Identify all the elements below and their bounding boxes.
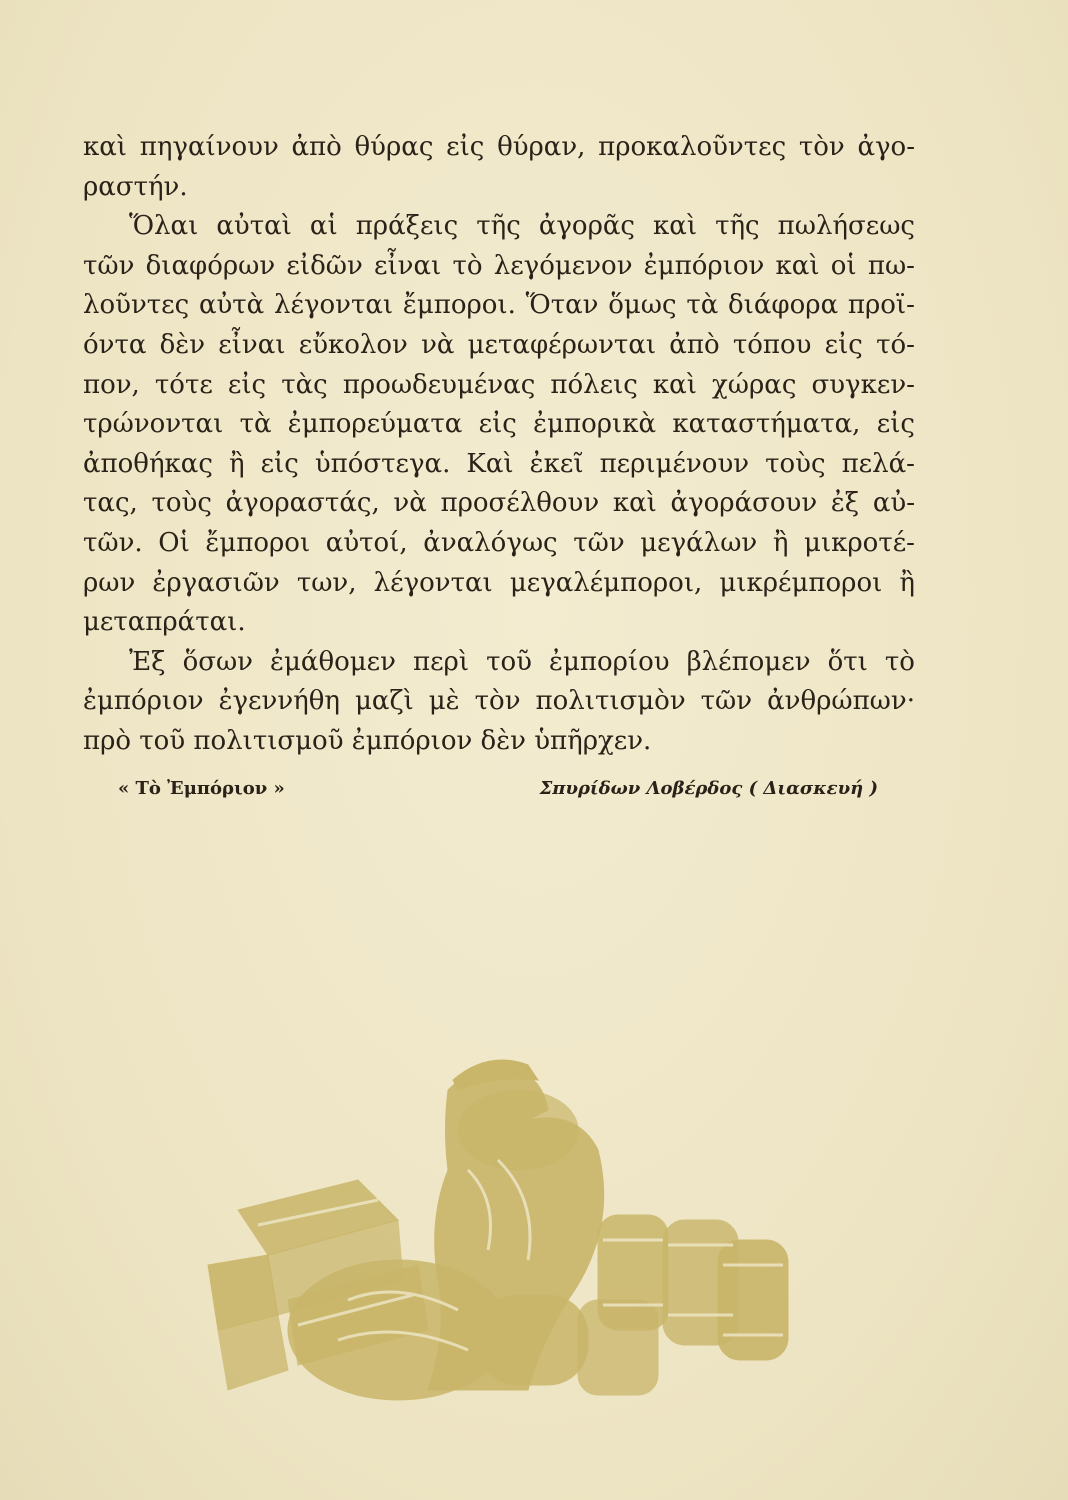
word: καὶ <box>653 211 698 242</box>
word: πολιτισμὸν <box>535 686 686 717</box>
word: ἢ <box>228 448 245 479</box>
word: δὲν <box>159 329 206 360</box>
word: ἀγοραστάς, <box>225 488 380 519</box>
word: περιμένουν <box>599 448 750 479</box>
word: βλέπομεν <box>686 646 811 677</box>
word: διάφορα <box>728 290 839 321</box>
word: τόπου <box>732 329 812 360</box>
text-line <box>83 722 915 762</box>
citation <box>118 778 878 799</box>
word: τὰς <box>281 369 328 400</box>
text-line <box>83 445 915 485</box>
word: μεγαλέμποροι, <box>509 567 703 598</box>
word: τῆς <box>715 211 760 242</box>
word: νὰ <box>421 329 455 360</box>
word: εἰς <box>260 448 299 479</box>
word: εἰς <box>478 409 517 440</box>
word: τῶν <box>700 686 753 717</box>
word: μικροτέ- <box>804 527 915 558</box>
word: καὶ <box>652 369 697 400</box>
word: τότε <box>154 369 213 400</box>
word: τοῦ <box>486 646 532 677</box>
word: τῶν <box>83 250 135 281</box>
word: προσέλθουν <box>440 488 600 519</box>
text-line <box>83 484 915 524</box>
word: ὅσων <box>182 646 253 677</box>
word: ἢ <box>772 527 789 558</box>
word: όντα <box>83 329 147 360</box>
word: καταστήματα, <box>672 409 861 440</box>
text-line <box>83 128 915 168</box>
word: ἀγοράσουν <box>670 488 818 519</box>
word: ἐγεννήθη <box>218 686 340 717</box>
source-title: « Τὸ Ἐμπόριον » <box>118 778 285 799</box>
word: προκαλοῦντες <box>598 132 787 162</box>
text-line-content: πρὸ τοῦ πολιτισμοῦ ἐμπόριον δὲν ὑπῆρχεν. <box>83 725 652 756</box>
word: τὸν <box>474 686 521 717</box>
text-line <box>83 286 915 326</box>
word: τοὺς <box>765 448 826 479</box>
word: ἀναλόγως <box>423 527 558 558</box>
word: Ὅταν <box>525 290 599 321</box>
word: τό- <box>876 329 915 360</box>
word: ἀπὸ <box>669 329 720 360</box>
word: ὅτι <box>827 646 868 677</box>
text-line <box>83 603 915 643</box>
text-line <box>83 643 915 683</box>
word: οἱ <box>830 250 857 281</box>
word: ἐμπορεύματα <box>287 409 463 440</box>
word: πωλήσεως <box>777 211 915 242</box>
word: εἶναι <box>373 250 442 281</box>
merchant-illustration <box>198 1050 808 1410</box>
word: ρων <box>83 567 136 598</box>
shoulder-sack <box>458 1090 578 1170</box>
word: ἀνθρώπων· <box>767 686 915 717</box>
word: τῶν. <box>83 527 143 558</box>
word: ἐργασιῶν <box>152 567 280 598</box>
text-line-content: ραστήν. <box>83 171 188 202</box>
word: των, <box>296 567 357 598</box>
word: ἀπὸ <box>291 132 342 162</box>
word: ἢ <box>899 567 915 598</box>
word: εἰδῶν <box>286 250 363 281</box>
word: ὑπόστεγα. <box>314 448 451 479</box>
word: λέγονται <box>373 567 493 598</box>
word: ἐκεῖ <box>529 448 584 479</box>
word: τὸ <box>884 646 915 677</box>
word: ἐξ <box>830 488 860 519</box>
word: λεγόμενον <box>493 250 633 281</box>
word: Καὶ <box>466 448 514 479</box>
word: προωδευμένας <box>342 369 536 400</box>
text-line <box>83 366 915 406</box>
word: ἐμπορικὰ <box>533 409 657 440</box>
word: περὶ <box>413 646 470 677</box>
word: μὲ <box>428 686 460 717</box>
word: αἱ <box>309 211 338 242</box>
word: λοῦντες <box>83 290 190 321</box>
text-line <box>83 207 915 247</box>
text-line <box>83 564 915 604</box>
word: τὰ <box>686 290 719 321</box>
text-line-content: μεταπράται. <box>83 607 246 638</box>
source-author: Σπυρίδων Λοβέρδος ( Διασκευή ) <box>539 778 878 799</box>
word: τῆς <box>476 211 521 242</box>
word: τὸν <box>798 132 845 162</box>
word: θύραν, <box>497 132 586 162</box>
word: καὶ <box>83 132 128 162</box>
word: τὰ <box>239 409 272 440</box>
word: πον, <box>83 369 140 400</box>
body-text <box>83 128 915 762</box>
word: καὶ <box>775 250 820 281</box>
word: τας, <box>83 488 138 519</box>
word: ἀποθήκας <box>83 448 213 479</box>
word: εἰς <box>824 329 863 360</box>
word: ἐμάθομεν <box>270 646 396 677</box>
text-line <box>83 405 915 445</box>
text-line <box>83 682 915 722</box>
word: νὰ <box>393 488 427 519</box>
word: εἰς <box>227 369 267 400</box>
word: ὅμως <box>608 290 677 321</box>
word: ἔμποροι <box>205 527 311 558</box>
word: εὔκολον <box>298 329 408 360</box>
word: Ἐξ <box>129 646 166 677</box>
word: αὐταὶ <box>216 211 292 242</box>
word: μαζὶ <box>354 686 414 717</box>
word: χώρας <box>712 369 797 400</box>
text-line <box>83 247 915 287</box>
word: τρώνονται <box>83 409 224 440</box>
word: θύρας <box>354 132 434 162</box>
word: ἐμπορίου <box>549 646 670 677</box>
word: εἰς <box>876 409 915 440</box>
barrel-shape <box>478 1295 588 1385</box>
word: μεταφέρωνται <box>467 329 657 360</box>
text-line <box>83 168 915 208</box>
word: συγκεν- <box>811 369 915 400</box>
word: εἶναι <box>218 329 286 360</box>
text-line <box>83 524 915 564</box>
word: τῶν <box>573 527 625 558</box>
word: Οἱ <box>158 527 190 558</box>
word: ἔμποροι. <box>402 290 516 321</box>
barrel-shape <box>578 1300 658 1395</box>
word: μεγάλων <box>640 527 758 558</box>
word: τὸ <box>452 250 483 281</box>
word: αὐ- <box>872 488 915 519</box>
word: ἐμπόριον <box>643 250 765 281</box>
word: προϊ- <box>847 290 915 321</box>
word: πηγαίνουν <box>139 132 279 162</box>
word: λέγονται <box>274 290 394 321</box>
word: τοὺς <box>151 488 212 519</box>
word: πω- <box>867 250 915 281</box>
word: πόλεις <box>550 369 638 400</box>
word: καὶ <box>612 488 657 519</box>
word: διαφόρων <box>145 250 276 281</box>
word: ἀγορᾶς <box>538 211 635 242</box>
text-line <box>83 326 915 366</box>
word: ἐμπόριον <box>83 686 204 717</box>
word: ἀγο- <box>857 132 915 162</box>
word: μικρέμποροι <box>719 567 883 598</box>
word: Ὅλαι <box>129 211 199 242</box>
word: αὐτὰ <box>198 290 265 321</box>
word: πελά- <box>841 448 915 479</box>
word: αὐτοί, <box>325 527 408 558</box>
word: πράξεις <box>355 211 459 242</box>
word: εἰς <box>446 132 485 162</box>
barrel-shape <box>718 1240 788 1360</box>
